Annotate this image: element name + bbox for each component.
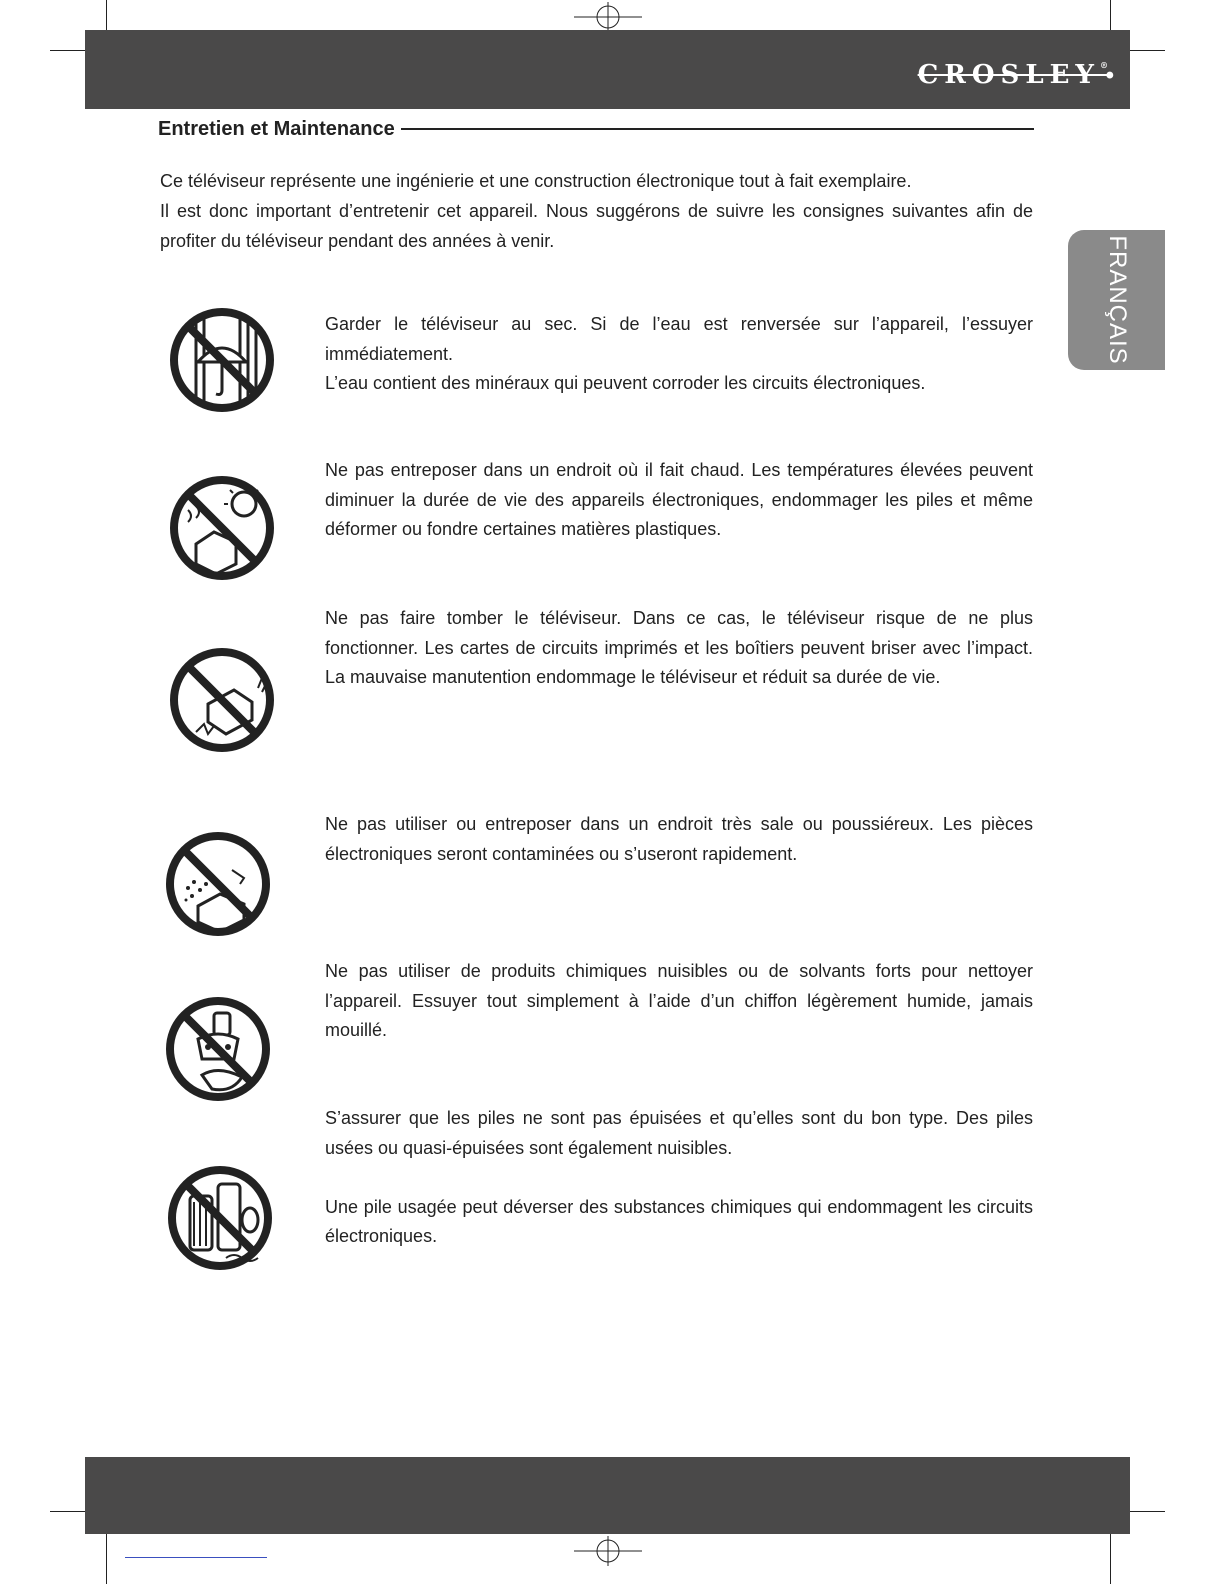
no-dust-icon — [162, 828, 274, 940]
item-paragraph: L’eau contient des minéraux qui peuvent corroder les circuits électroniques. — [325, 373, 926, 393]
item-text — [325, 957, 1033, 1046]
no-drop-icon — [166, 644, 278, 756]
crop-mark — [1130, 1511, 1165, 1512]
no-water-icon — [166, 304, 278, 416]
item-text — [325, 456, 1033, 545]
registration-mark-icon — [574, 2, 642, 32]
section-title — [158, 116, 1034, 142]
language-tab-label: FRANÇAIS — [1103, 235, 1131, 365]
logo-dot: • — [1105, 62, 1114, 89]
footer-rule — [125, 1557, 267, 1558]
item-paragraph — [325, 1163, 1033, 1193]
item-paragraph: S’assurer que les piles ne sont pas épuisées et qu’elles sont du bon type. Des piles usées ou quasi-épuisées sont également nuisibles. — [325, 1108, 1033, 1158]
no-heat-icon — [166, 472, 278, 584]
item-paragraph: Garder le téléviseur au sec. Si de l’eau est renversée sur l’appareil, l’essuyer immédiatement. — [325, 314, 1033, 364]
intro-text — [160, 166, 1033, 256]
no-bad-battery-icon — [164, 1162, 276, 1274]
item-text — [325, 810, 1033, 869]
item-paragraph: Une pile usagée peut déverser des substances chimiques qui endommagent les circuits électroniques. — [325, 1196, 1033, 1246]
crop-mark — [50, 50, 85, 51]
crop-mark — [50, 1511, 85, 1512]
crop-mark — [106, 0, 107, 30]
item-paragraph: Ne pas entreposer dans un endroit où il fait chaud. Les températures élevées peuvent diminuer la durée de vie des appareils électroniques, endommager les piles et même déformer ou fondre certaines matières plastiques. — [325, 460, 1033, 539]
brand-logo: CROSLEY® — [917, 60, 1108, 90]
item-paragraph: Ne pas faire tomber le téléviseur. Dans ce cas, le téléviseur risque de ne plus fonctionner. Les cartes de circuits imprimés et les boîtiers peuvent briser avec l’impact. La mauvaise manutention endommage le téléviseur et réduit sa durée de vie. — [325, 608, 1033, 687]
crop-mark — [1110, 1534, 1111, 1584]
crop-mark — [1110, 0, 1111, 30]
item-text — [325, 310, 1033, 399]
item-text — [325, 604, 1033, 693]
crop-mark — [106, 1534, 107, 1584]
language-tab — [1068, 230, 1165, 370]
no-chemicals-icon — [162, 993, 274, 1105]
section-title-text: Entretien et Maintenance — [158, 117, 395, 140]
item-text — [325, 1104, 1033, 1252]
title-rule — [401, 128, 1034, 130]
footer-bar — [85, 1457, 1130, 1534]
intro-line: Ce téléviseur représente une ingénierie et une construction électronique tout à fait exemplaire. — [160, 171, 912, 191]
registration-mark-icon — [574, 1536, 642, 1566]
crop-mark — [1130, 50, 1165, 51]
item-paragraph: Ne pas utiliser de produits chimiques nuisibles ou de solvants forts pour nettoyer l’appareil. Essuyer tout simplement à l’aide d’un chiffon légèrement humide, jamais mouillé. — [325, 961, 1033, 1040]
item-paragraph: Ne pas utiliser ou entreposer dans un endroit très sale ou poussiéreux. Les pièces électroniques seront contaminées ou s’useront rapidement. — [325, 814, 1033, 864]
intro-line: Il est donc important d’entretenir cet appareil. Nous suggérons de suivre les consignes suivantes afin de profiter du téléviseur pendant des années à venir. — [160, 201, 1033, 251]
